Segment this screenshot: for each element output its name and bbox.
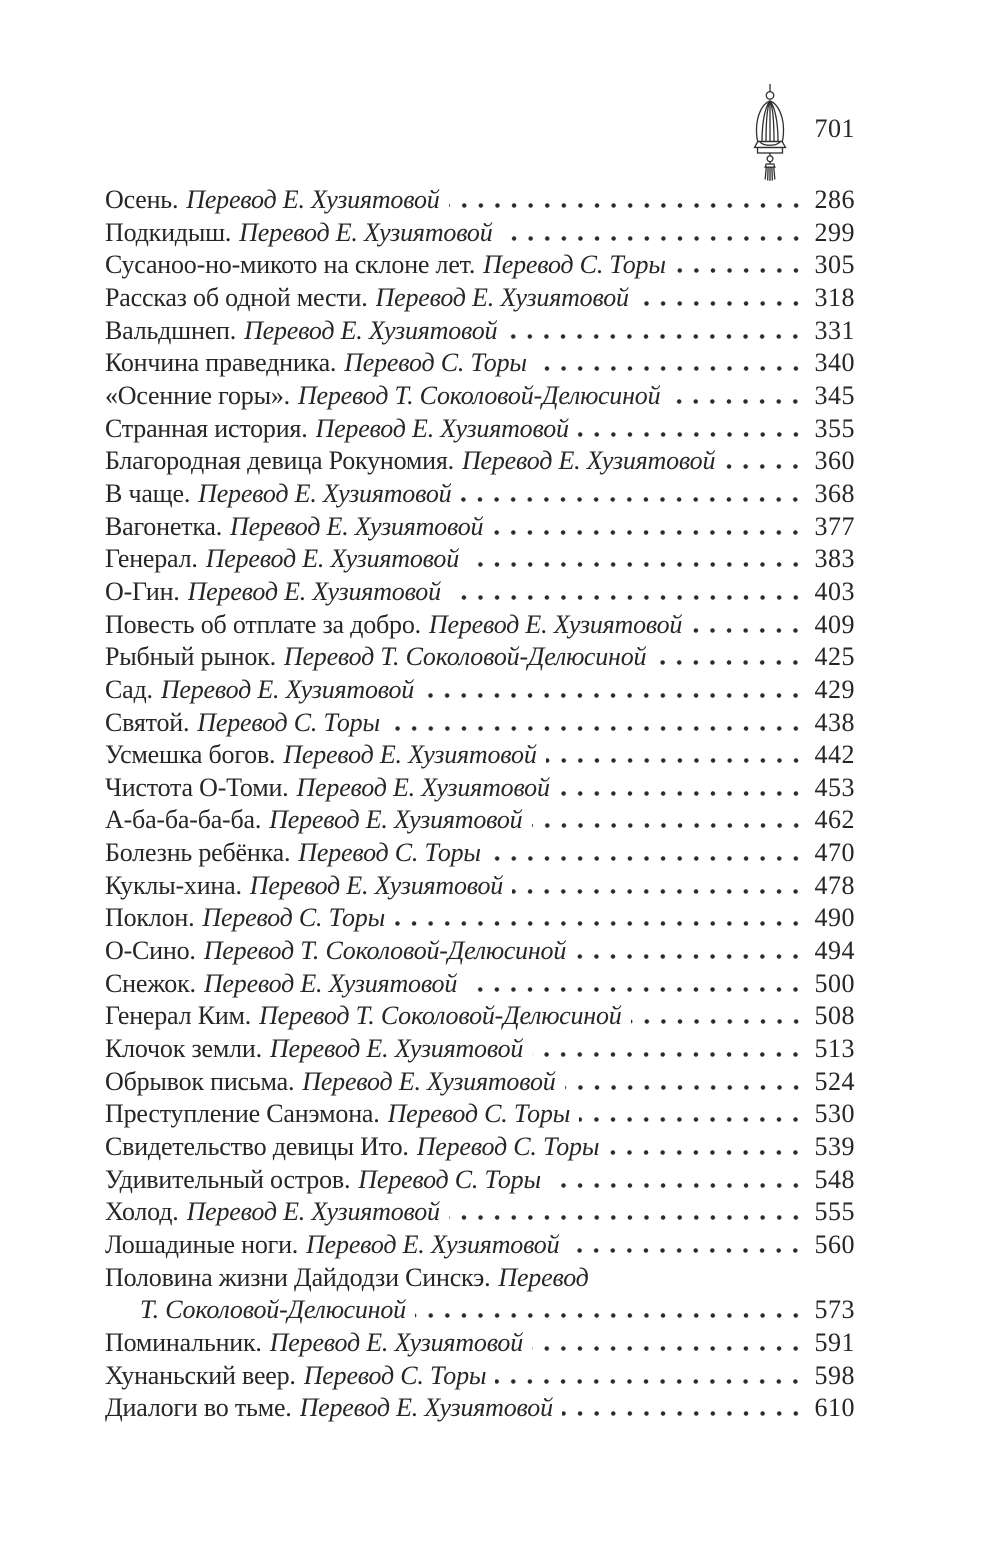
entry-title: Чистота О-Томи. — [105, 772, 289, 802]
entry-translator: Перевод Е. Хузиятовой — [186, 185, 440, 214]
entry-title: Повесть об отплате за добро. — [105, 609, 421, 639]
dot-leader — [550, 1183, 804, 1188]
toc-entry — [105, 1392, 855, 1425]
dot-leader — [389, 726, 804, 731]
toc-entry — [105, 772, 855, 805]
dot-leader — [495, 1379, 804, 1384]
entry-title: Обрывок письма. — [105, 1066, 295, 1096]
toc-entry — [105, 804, 855, 837]
dot-leader — [565, 1085, 804, 1090]
entry-translator: Перевод Т. Соколовой-Делюсиной — [203, 936, 567, 966]
entry-title: Генерал Ким. — [105, 1001, 252, 1031]
lantern-tassel-fringe — [765, 168, 766, 180]
toc-entry — [105, 1229, 855, 1262]
toc-entry — [105, 1000, 855, 1033]
entry-page-number: 331 — [814, 315, 855, 345]
entry-title: Странная история. — [105, 413, 308, 443]
dot-leader — [532, 1346, 804, 1351]
entry-translator: Перевод — [498, 1262, 589, 1292]
lantern-icon — [753, 84, 787, 181]
entry-page-number: 560 — [814, 1230, 855, 1259]
dot-leader — [394, 921, 804, 926]
dot-leader — [724, 464, 804, 469]
dot-leader — [466, 987, 804, 992]
dot-leader — [669, 399, 804, 404]
toc-entry — [105, 1327, 855, 1360]
toc-entry — [105, 249, 855, 282]
entry-translator: Перевод Е. Хузиятовой — [306, 1230, 560, 1259]
entry-page-number: 508 — [814, 1001, 855, 1031]
entry-translator: Перевод С. Торы — [298, 838, 481, 868]
dot-leader — [655, 660, 804, 665]
lantern-band — [758, 148, 783, 154]
entry-page-number: 490 — [814, 903, 855, 933]
entry-title: Холод. — [105, 1197, 179, 1227]
toc-entry — [105, 1131, 855, 1164]
toc-entry — [105, 347, 855, 380]
entry-translator: Перевод Е. Хузиятовой — [428, 609, 683, 639]
entry-title: Клочок земли. — [105, 1034, 262, 1064]
entry-title: В чаще. — [105, 478, 191, 508]
entry-translator: Перевод С. Торы — [202, 903, 385, 933]
dot-leader — [579, 1117, 804, 1122]
lantern-tassel-fringe — [774, 168, 775, 180]
dot-leader — [492, 530, 804, 535]
entry-title: Генерал. — [105, 544, 198, 574]
entry-translator: Перевод С. Торы — [197, 707, 380, 737]
entry-translator: Перевод Е. Хузиятовой — [187, 576, 441, 606]
page-header — [0, 0, 1000, 184]
entry-page-number: 438 — [814, 707, 855, 737]
entry-translator: Перевод Е. Хузиятовой — [186, 1197, 440, 1227]
toc-entry — [105, 511, 855, 544]
entry-title: Половина жизни Дайдодзи Синскэ. — [105, 1262, 491, 1292]
lantern-bead — [767, 156, 773, 162]
dot-leader — [532, 823, 805, 828]
entry-page-number: 442 — [814, 740, 855, 770]
entry-title: Свидетельство девицы Ито. — [105, 1132, 409, 1162]
entry-title: О-Сино. — [105, 936, 196, 966]
entry-title: Лошадиные ноги. — [105, 1230, 299, 1259]
entry-translator: Перевод С. Торы — [483, 250, 666, 280]
entry-translator: Перевод Е. Хузиятовой — [299, 1393, 553, 1423]
entry-title: Снежок. — [105, 968, 196, 998]
entry-page-number: 340 — [814, 348, 855, 378]
entry-title: Усмешка богов. — [105, 740, 276, 770]
entry-translator: Перевод Е. Хузиятовой — [249, 870, 504, 900]
toc-entry — [105, 707, 855, 740]
dot-leader — [575, 954, 804, 959]
toc-entry — [105, 315, 855, 348]
entry-translator: Перевод Е. Хузиятовой — [230, 511, 484, 541]
entry-page-number: 573 — [814, 1295, 855, 1325]
dot-leader — [468, 562, 804, 567]
dot-leader — [631, 1019, 804, 1024]
toc-entry — [105, 1196, 855, 1229]
dot-leader — [691, 628, 804, 633]
entry-page-number: 530 — [814, 1099, 855, 1129]
entry-translator: Перевод Е. Хузиятовой — [296, 772, 550, 802]
entry-title: Диалоги во тьме. — [105, 1393, 292, 1423]
entry-translator: Перевод Е. Хузиятовой — [160, 674, 415, 704]
entry-translator: Перевод Т. Соколовой-Делюсиной — [283, 642, 647, 672]
entry-title: А-ба-ба-ба-ба. — [105, 805, 262, 835]
table-of-contents — [105, 184, 855, 1425]
entry-title: Святой. — [105, 707, 190, 737]
toc-entry — [105, 902, 855, 935]
entry-translator: Перевод Е. Хузиятовой — [269, 1327, 524, 1357]
entry-title: Осень. — [105, 185, 179, 214]
entry-translator: Перевод Е. Хузиятовой — [244, 315, 498, 345]
entry-translator: Перевод С. Торы — [387, 1099, 571, 1129]
dot-leader — [449, 1215, 804, 1220]
entry-title: Благородная девица Рокуномия. — [105, 446, 454, 476]
entry-translator: Перевод Е. Хузиятовой — [315, 413, 569, 443]
entry-title: Поминальник. — [105, 1327, 262, 1357]
entry-title: Сусаноо-но-микото на склоне лет. — [105, 250, 476, 280]
entry-title: Вальдшнеп. — [105, 315, 237, 345]
entry-translator: Перевод Е. Хузиятовой — [461, 446, 716, 476]
entry-page-number: 377 — [814, 511, 855, 541]
toc-entry — [105, 1262, 855, 1295]
entry-title: О-Гин. — [105, 576, 180, 606]
entry-translator: Перевод Е. Хузиятовой — [269, 1034, 524, 1064]
entry-translator: Перевод С. Торы — [416, 1132, 600, 1162]
entry-translator: Перевод Е. Хузиятовой — [302, 1066, 556, 1096]
toc-entry — [105, 576, 855, 609]
entry-page-number: 610 — [814, 1393, 855, 1423]
dot-leader — [675, 268, 804, 273]
entry-page-number: 591 — [814, 1327, 855, 1357]
dot-leader — [638, 301, 804, 306]
dot-leader — [578, 432, 804, 437]
entry-page-number: 425 — [814, 642, 855, 672]
dot-leader — [415, 1313, 804, 1318]
entry-page-number: 598 — [814, 1360, 855, 1390]
toc-entry — [105, 968, 855, 1001]
entry-page-number: 345 — [814, 380, 855, 410]
entry-page-number: 548 — [814, 1164, 855, 1194]
dot-leader — [559, 791, 804, 796]
entry-translator: Перевод Е. Хузиятовой — [239, 217, 493, 247]
toc-entry — [105, 1098, 855, 1131]
entry-translator: Перевод С. Торы — [358, 1164, 541, 1194]
entry-page-number: 453 — [814, 772, 855, 802]
toc-entry — [105, 184, 855, 217]
toc-entry — [105, 609, 855, 642]
toc-entry — [105, 870, 855, 903]
dot-leader — [546, 758, 804, 763]
entry-translator-continued: Т. Соколовой-Делюсиной — [140, 1295, 406, 1325]
entry-page-number: 318 — [814, 282, 855, 312]
entry-title: Рыбный рынок. — [105, 642, 276, 672]
entry-title: Удивительный остров. — [105, 1164, 351, 1194]
entry-title: Рассказ об одной мести. — [105, 282, 368, 312]
entry-page-number: 429 — [814, 674, 855, 704]
toc-entry — [105, 217, 855, 250]
entry-page-number: 409 — [814, 609, 855, 639]
entry-page-number: 478 — [814, 870, 855, 900]
dot-leader — [506, 334, 804, 339]
dot-leader — [512, 889, 804, 894]
toc-entry — [105, 543, 855, 576]
dot-leader — [502, 236, 804, 241]
entry-translator: Перевод С. Торы — [303, 1360, 487, 1390]
dot-leader — [450, 595, 804, 600]
entry-page-number: 286 — [814, 185, 855, 214]
entry-title: Вагонетка. — [105, 511, 222, 541]
entry-page-number: 462 — [814, 805, 855, 835]
entry-page-number: 494 — [814, 936, 855, 966]
lantern-rim — [755, 142, 786, 148]
lantern-tassel-cap — [765, 164, 775, 167]
entry-title: Подкидыш. — [105, 217, 232, 247]
toc-entry — [105, 380, 855, 413]
toc-entry — [105, 282, 855, 315]
entry-page-number: 539 — [814, 1132, 855, 1162]
dot-leader — [562, 1411, 804, 1416]
toc-entry — [105, 1066, 855, 1099]
entry-translator: Перевод Е. Хузиятовой — [205, 544, 460, 574]
toc-entry — [105, 837, 855, 870]
dot-leader — [608, 1150, 804, 1155]
dot-leader — [449, 203, 804, 208]
entry-translator: Перевод Е. Хузиятовой — [198, 478, 452, 508]
dot-leader — [536, 366, 804, 371]
dot-leader — [423, 693, 804, 698]
toc-entry — [105, 739, 855, 772]
entry-title: Поклон. — [105, 903, 195, 933]
lantern-finial — [766, 92, 774, 100]
entry-title: Кончина праведника. — [105, 348, 337, 378]
toc-entry — [105, 1360, 855, 1393]
entry-page-number: 299 — [814, 217, 855, 247]
dot-leader — [532, 1052, 804, 1057]
entry-title: Сад. — [105, 674, 153, 704]
entry-page-number: 500 — [814, 968, 855, 998]
entry-page-number: 305 — [814, 250, 855, 280]
entry-title: Куклы-хина. — [105, 870, 242, 900]
entry-page-number: 360 — [814, 446, 855, 476]
entry-translator: Перевод Т. Соколовой-Делюсиной — [259, 1001, 622, 1031]
entry-title: Преступление Санэмона. — [105, 1099, 380, 1129]
entry-page-number: 383 — [814, 544, 855, 574]
entry-translator: Перевод С. Торы — [344, 348, 527, 378]
dot-leader — [568, 1248, 804, 1253]
entry-page-number: 524 — [814, 1066, 855, 1096]
toc-entry — [105, 641, 855, 674]
toc-entry — [105, 1164, 855, 1197]
entry-translator: Перевод Т. Соколовой-Делюсиной — [297, 380, 661, 410]
page-number: 701 — [814, 114, 855, 143]
entry-title: Болезнь ребёнка. — [105, 838, 291, 868]
entry-page-number: 555 — [814, 1197, 855, 1227]
entry-page-number: 355 — [814, 413, 855, 443]
entry-translator: Перевод Е. Хузиятовой — [283, 740, 537, 770]
entry-page-number: 513 — [814, 1034, 855, 1064]
toc-entry — [105, 445, 855, 478]
entry-page-number: 403 — [814, 576, 855, 606]
dot-leader — [490, 856, 804, 861]
toc-entry — [105, 1033, 855, 1066]
toc-entry — [105, 674, 855, 707]
entry-translator: Перевод Е. Хузиятовой — [269, 805, 523, 835]
entry-title: Хунаньский веер. — [105, 1360, 296, 1390]
entry-title: «Осенние горы». — [105, 380, 290, 410]
entry-translator: Перевод Е. Хузиятовой — [375, 282, 629, 312]
toc-entry — [105, 478, 855, 511]
dot-leader — [460, 497, 804, 502]
toc-entry — [105, 413, 855, 446]
entry-page-number: 470 — [814, 838, 855, 868]
toc-entry — [105, 935, 855, 968]
entry-translator: Перевод Е. Хузиятовой — [203, 968, 458, 998]
toc-entry-continuation — [105, 1294, 855, 1327]
entry-page-number: 368 — [814, 478, 855, 508]
